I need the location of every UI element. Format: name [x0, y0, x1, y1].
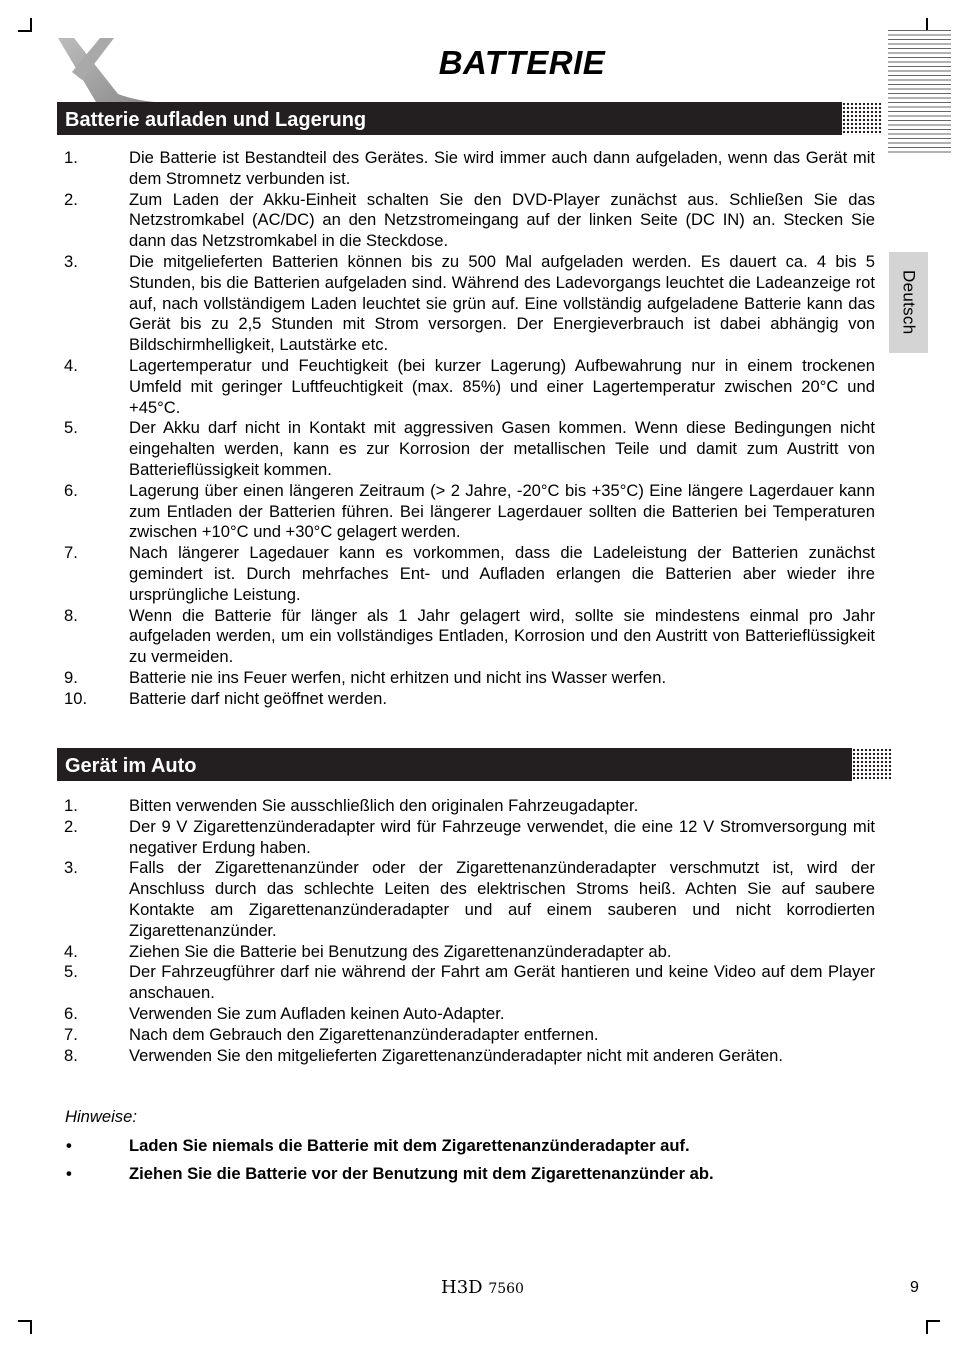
- list-item: [0, 1025, 875, 1046]
- crop-mark-bottom-right: [926, 1320, 940, 1334]
- item-number: 8.: [64, 1045, 78, 1065]
- item-number: 4.: [64, 941, 78, 961]
- footer-model-name: [441, 1277, 524, 1298]
- item-number: 4.: [64, 355, 78, 375]
- item-number: 1.: [64, 796, 78, 815]
- section-title: Gerät im Auto: [65, 755, 197, 777]
- decorative-stripes: [888, 30, 951, 156]
- item-number: 9.: [64, 667, 78, 687]
- item-text: Der Akku darf nicht in Kontakt mit aggressiven Gasen kommen. Wenn diese Bedingungen nicht eingehalten werden, kann es zur Korrosion der metallischen Teile und damit zum Austritt von Batterieflüssigkeit kommen.: [129, 418, 875, 479]
- item-number: 10.: [64, 688, 88, 708]
- list-item: [0, 796, 875, 817]
- section-title: Batterie aufladen und Lagerung: [65, 109, 367, 131]
- item-text: Verwenden Sie zum Aufladen keinen Auto-Adapter.: [129, 1003, 505, 1023]
- item-text: Die mitgelieferten Batterien können bis zu 500 Mal aufgeladen werden. Es dauert ca. 4 bis 5 Stunden, bis die Batterien aufgeladen sind. Während des Ladevorgangs leuchtet die Ladeanzeige rot auf, nach vollständigem Laden leuchtet sie grün auf. Eine vollständig aufgeladene Batterie kann das Gerät bis zu 2,5 Stunden mit Strom versorgen. Der Energieverbrauch ist dabei abhängig von Bildschirmhelligkeit, Lautstärke etc.: [129, 251, 875, 355]
- list-item: [0, 942, 875, 963]
- item-text: Bitten verwenden Sie ausschließlich den originalen Fahrzeugadapter.: [129, 796, 639, 815]
- car-use-list: [0, 796, 954, 1066]
- item-text: Wenn die Batterie für länger als 1 Jahr gelagert wird, sollte sie mindestens einmal pro Jahr aufgeladen werden, um ein vollständiges Entladen, Korrosion und den Austritt von Batterieflüssigkeit zu vermeiden.: [129, 605, 875, 667]
- bullet-icon: •: [66, 1136, 72, 1155]
- item-text: Nach dem Gebrauch den Zigarettenanzünderadapter entfernen.: [129, 1024, 599, 1044]
- list-item: [0, 252, 875, 356]
- list-item: [0, 356, 875, 418]
- page-title: BATTERIE: [438, 44, 606, 81]
- section-header-car-use: [57, 748, 852, 781]
- list-item: [0, 962, 875, 1004]
- item-text: Die Batterie ist Bestandteil des Gerätes. Sie wird immer auch dann aufgeladen, wenn das Gerät mit dem Stromnetz verbunden ist.: [129, 148, 875, 188]
- bullet-icon: •: [66, 1164, 72, 1183]
- notes-label: Hinweise:: [65, 1107, 137, 1126]
- item-text: Der 9 V Zigarettenzünderadapter wird für Fahrzeuge verwendet, die eine 12 V Stromversorgung mit negativer Erdung haben.: [129, 816, 875, 857]
- note-text: Ziehen Sie die Batterie vor der Benutzung mit dem Zigarettenanzünder ab.: [129, 1164, 714, 1183]
- language-tab-label: Deutsch: [899, 270, 919, 335]
- dot-pattern: [852, 748, 892, 781]
- item-text: Falls der Zigarettenanzünder oder der Zigarettenanzünderadapter verschmutzt ist, wird der Anschluss durch das schlechte Leiten des elektrischen Stroms heiß. Achten Sie auf saubere Kontakte am Zigarettenanzünderadapter und auf einem sauberen und nicht korrodierten Zigarettenanzünder.: [129, 858, 875, 940]
- item-text: Zum Laden der Akku-Einheit schalten Sie den DVD-Player zunächst aus. Schließen Sie das Netzstromkabel (AC/DC) an den Netzstromeingang auf der linken Seite (DC IN) an. Stecken Sie dann das Netzstromkabel in die Steckdose.: [129, 189, 875, 251]
- crop-mark-top-left: [18, 18, 32, 32]
- item-number: 2.: [64, 189, 78, 209]
- item-number: 7.: [64, 1024, 78, 1044]
- item-text: Lagerung über einen längeren Zeitraum (> 2 Jahre, -20°C bis +35°C) Eine längere Lagerdauer kann zum Entladen der Batterien führen. Bei längerer Lagerdauer sollten die Batterien bei Temperaturen zwischen +10°C und +30°C gelagert werden.: [129, 480, 875, 542]
- item-number: 1.: [64, 148, 78, 167]
- list-item: [0, 481, 875, 543]
- item-number: 8.: [64, 605, 78, 625]
- item-number: 5.: [64, 962, 78, 982]
- item-text: Batterie nie ins Feuer werfen, nicht erhitzen und nicht ins Wasser werfen.: [129, 667, 667, 687]
- item-number: 6.: [64, 480, 78, 500]
- section-header-charging-storage: [57, 102, 842, 135]
- item-number: 2.: [64, 816, 78, 836]
- item-text: Lagertemperatur und Feuchtigkeit (bei kurzer Lagerung) Aufbewahrung nur in einem trockenen Umfeld mit geringer Luftfeuchtigkeit (max. 85%) und einer Lagertemperatur zwischen 20°C und +45°C.: [129, 355, 875, 417]
- crop-mark-bottom-left: [18, 1320, 32, 1334]
- item-number: 6.: [64, 1003, 78, 1023]
- list-item: [0, 817, 875, 859]
- item-text: Batterie darf nicht geöffnet werden.: [129, 688, 387, 708]
- model-prefix: H3D: [441, 1277, 483, 1298]
- list-item: [0, 689, 875, 710]
- item-text: Nach längerer Lagedauer kann es vorkommen, dass die Ladeleistung der Batterien zunächst gemindert ist. Durch mehrfaches Ent- und Aufladen erlangen die Batterien aber wieder ihre ursprüngliche Leistung.: [129, 543, 875, 604]
- list-item: [0, 418, 875, 480]
- list-item: [0, 606, 875, 668]
- note-text: Laden Sie niemals die Batterie mit dem Zigarettenanzünderadapter auf.: [129, 1136, 690, 1155]
- item-number: 3.: [64, 251, 78, 271]
- list-item: [0, 858, 875, 941]
- list-item: [0, 148, 875, 190]
- item-text: Verwenden Sie den mitgelieferten Zigarettenanzünderadapter nicht mit anderen Geräten.: [129, 1045, 784, 1065]
- charging-storage-list: [0, 148, 954, 710]
- list-item: [0, 1046, 875, 1067]
- item-text: Der Fahrzeugführer darf nie während der Fahrt am Gerät hantieren und keine Video auf dem Player anschauen.: [129, 962, 875, 1003]
- list-item: [0, 543, 875, 605]
- item-number: 7.: [64, 543, 78, 563]
- item-text: Ziehen Sie die Batterie bei Benutzung des Zigarettenanzünderadapter ab.: [129, 941, 672, 961]
- list-item: [0, 1004, 875, 1025]
- list-item: [0, 190, 875, 252]
- list-item: [0, 668, 875, 689]
- item-number: 3.: [64, 858, 78, 878]
- dot-pattern: [842, 102, 882, 135]
- item-number: 5.: [64, 418, 78, 438]
- page-number: 9: [910, 1279, 919, 1296]
- model-number: 7560: [488, 1281, 524, 1297]
